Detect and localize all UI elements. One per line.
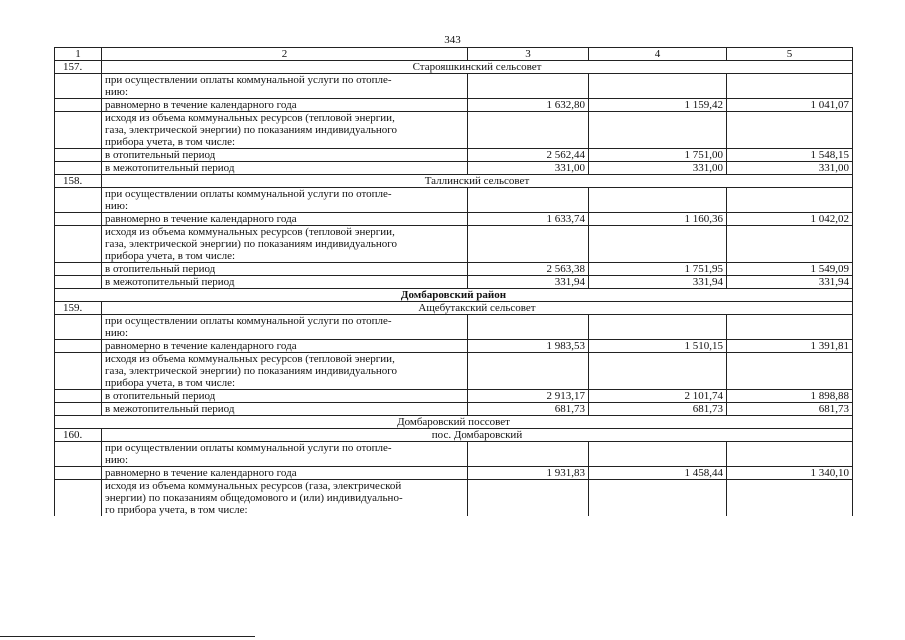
empty-cell	[468, 315, 589, 340]
value-col-5: 681,73	[727, 403, 853, 416]
empty-cell	[55, 403, 102, 416]
empty-cell	[55, 340, 102, 353]
description-text: исходя из объема коммунальных ресурсов (тепловой энергии, газа, электрической энергии) по показаниям индивидуального прибора учета, в том числе:	[102, 226, 468, 263]
description-row	[55, 353, 853, 390]
empty-cell	[727, 315, 853, 340]
footnote-rule	[0, 636, 255, 637]
value-row	[55, 263, 853, 276]
empty-cell	[55, 226, 102, 263]
section-title: Таллинский сельсовет	[102, 175, 853, 188]
tariff-table	[54, 47, 853, 516]
section-number: 160.	[55, 429, 102, 442]
district-title: Домбаровский поссовет	[55, 416, 853, 429]
row-label: в отопительный период	[102, 149, 468, 162]
value-col-3: 2 563,38	[468, 263, 589, 276]
value-col-3: 1 632,80	[468, 99, 589, 112]
empty-cell	[55, 315, 102, 340]
empty-cell	[589, 74, 727, 99]
value-row	[55, 99, 853, 112]
value-col-5: 1 548,15	[727, 149, 853, 162]
empty-cell	[55, 276, 102, 289]
section-row	[55, 175, 853, 188]
description-row	[55, 112, 853, 149]
header-cell-1: 1	[55, 48, 102, 61]
value-row	[55, 149, 853, 162]
empty-cell	[468, 480, 589, 517]
empty-cell	[589, 226, 727, 263]
description-text: исходя из объема коммунальных ресурсов (газа, электрической энергии) по показаниям общедомового и (или) индивидуально- го прибора учета, в том числе:	[102, 480, 468, 517]
description-row	[55, 442, 853, 467]
empty-cell	[468, 112, 589, 149]
empty-cell	[55, 188, 102, 213]
description-text: при осуществлении оплаты коммунальной услуги по отопле- нию:	[102, 315, 468, 340]
empty-cell	[468, 353, 589, 390]
section-row	[55, 429, 853, 442]
section-title: пос. Домбаровский	[102, 429, 853, 442]
value-col-5: 1 041,07	[727, 99, 853, 112]
section-row	[55, 61, 853, 74]
value-col-3: 331,94	[468, 276, 589, 289]
description-row	[55, 315, 853, 340]
description-row	[55, 188, 853, 213]
value-col-5: 331,94	[727, 276, 853, 289]
empty-cell	[589, 188, 727, 213]
empty-cell	[468, 74, 589, 99]
row-label: равномерно в течение календарного года	[102, 99, 468, 112]
section-row	[55, 302, 853, 315]
value-row	[55, 213, 853, 226]
description-text: при осуществлении оплаты коммунальной услуги по отопле- нию:	[102, 74, 468, 99]
header-row	[55, 48, 853, 61]
value-col-5: 1 340,10	[727, 467, 853, 480]
empty-cell	[55, 112, 102, 149]
header-cell-2: 2	[102, 48, 468, 61]
row-label: равномерно в течение календарного года	[102, 467, 468, 480]
description-text: при осуществлении оплаты коммунальной услуги по отопле- нию:	[102, 442, 468, 467]
row-label: в межотопительный период	[102, 162, 468, 175]
value-col-5: 1 042,02	[727, 213, 853, 226]
empty-cell	[727, 188, 853, 213]
value-col-3: 331,00	[468, 162, 589, 175]
value-col-4: 2 101,74	[589, 390, 727, 403]
value-col-3: 1 983,53	[468, 340, 589, 353]
description-text: при осуществлении оплаты коммунальной услуги по отопле- нию:	[102, 188, 468, 213]
value-col-4: 331,00	[589, 162, 727, 175]
empty-cell	[589, 353, 727, 390]
header-cell-3: 3	[468, 48, 589, 61]
value-row	[55, 403, 853, 416]
section-number: 158.	[55, 175, 102, 188]
value-row	[55, 162, 853, 175]
value-row	[55, 276, 853, 289]
empty-cell	[727, 74, 853, 99]
section-number: 157.	[55, 61, 102, 74]
empty-cell	[55, 480, 102, 517]
empty-cell	[55, 99, 102, 112]
page-number: 343	[444, 34, 461, 46]
empty-cell	[55, 74, 102, 99]
empty-cell	[55, 149, 102, 162]
value-col-4: 331,94	[589, 276, 727, 289]
empty-cell	[468, 188, 589, 213]
empty-cell	[727, 112, 853, 149]
empty-cell	[589, 112, 727, 149]
value-col-4: 1 458,44	[589, 467, 727, 480]
empty-cell	[589, 442, 727, 467]
district-title: Домбаровский район	[55, 289, 853, 302]
description-text: исходя из объема коммунальных ресурсов (тепловой энергии, газа, электрической энергии) по показаниям индивидуального прибора учета, в том числе:	[102, 112, 468, 149]
empty-cell	[468, 226, 589, 263]
row-label: равномерно в течение календарного года	[102, 213, 468, 226]
value-col-4: 1 751,00	[589, 149, 727, 162]
description-text: исходя из объема коммунальных ресурсов (тепловой энергии, газа, электрической энергии) по показаниям индивидуального прибора учета, в том числе:	[102, 353, 468, 390]
value-row	[55, 467, 853, 480]
district-row	[55, 416, 853, 429]
value-col-4: 1 510,15	[589, 340, 727, 353]
empty-cell	[727, 442, 853, 467]
value-col-5: 1 898,88	[727, 390, 853, 403]
value-row	[55, 340, 853, 353]
value-col-4: 1 160,36	[589, 213, 727, 226]
value-col-3: 2 562,44	[468, 149, 589, 162]
description-row	[55, 74, 853, 99]
empty-cell	[589, 315, 727, 340]
value-col-3: 681,73	[468, 403, 589, 416]
empty-cell	[55, 467, 102, 480]
row-label: равномерно в течение календарного года	[102, 340, 468, 353]
section-title: Ащебутакский сельсовет	[102, 302, 853, 315]
district-row	[55, 289, 853, 302]
empty-cell	[727, 353, 853, 390]
section-number: 159.	[55, 302, 102, 315]
description-row	[55, 480, 853, 517]
value-col-5: 1 549,09	[727, 263, 853, 276]
value-col-4: 1 751,95	[589, 263, 727, 276]
empty-cell	[55, 442, 102, 467]
header-cell-5: 5	[727, 48, 853, 61]
empty-cell	[55, 263, 102, 276]
empty-cell	[55, 390, 102, 403]
empty-cell	[589, 480, 727, 517]
empty-cell	[55, 213, 102, 226]
value-col-3: 1 931,83	[468, 467, 589, 480]
section-title: Старояшкинский сельсовет	[102, 61, 853, 74]
value-col-5: 331,00	[727, 162, 853, 175]
row-label: в отопительный период	[102, 390, 468, 403]
header-cell-4: 4	[589, 48, 727, 61]
row-label: в межотопительный период	[102, 276, 468, 289]
value-col-3: 2 913,17	[468, 390, 589, 403]
description-row	[55, 226, 853, 263]
empty-cell	[727, 480, 853, 517]
empty-cell	[55, 353, 102, 390]
value-col-4: 681,73	[589, 403, 727, 416]
empty-cell	[55, 162, 102, 175]
empty-cell	[727, 226, 853, 263]
row-label: в отопительный период	[102, 263, 468, 276]
row-label: в межотопительный период	[102, 403, 468, 416]
value-col-4: 1 159,42	[589, 99, 727, 112]
value-row	[55, 390, 853, 403]
empty-cell	[468, 442, 589, 467]
value-col-3: 1 633,74	[468, 213, 589, 226]
value-col-5: 1 391,81	[727, 340, 853, 353]
